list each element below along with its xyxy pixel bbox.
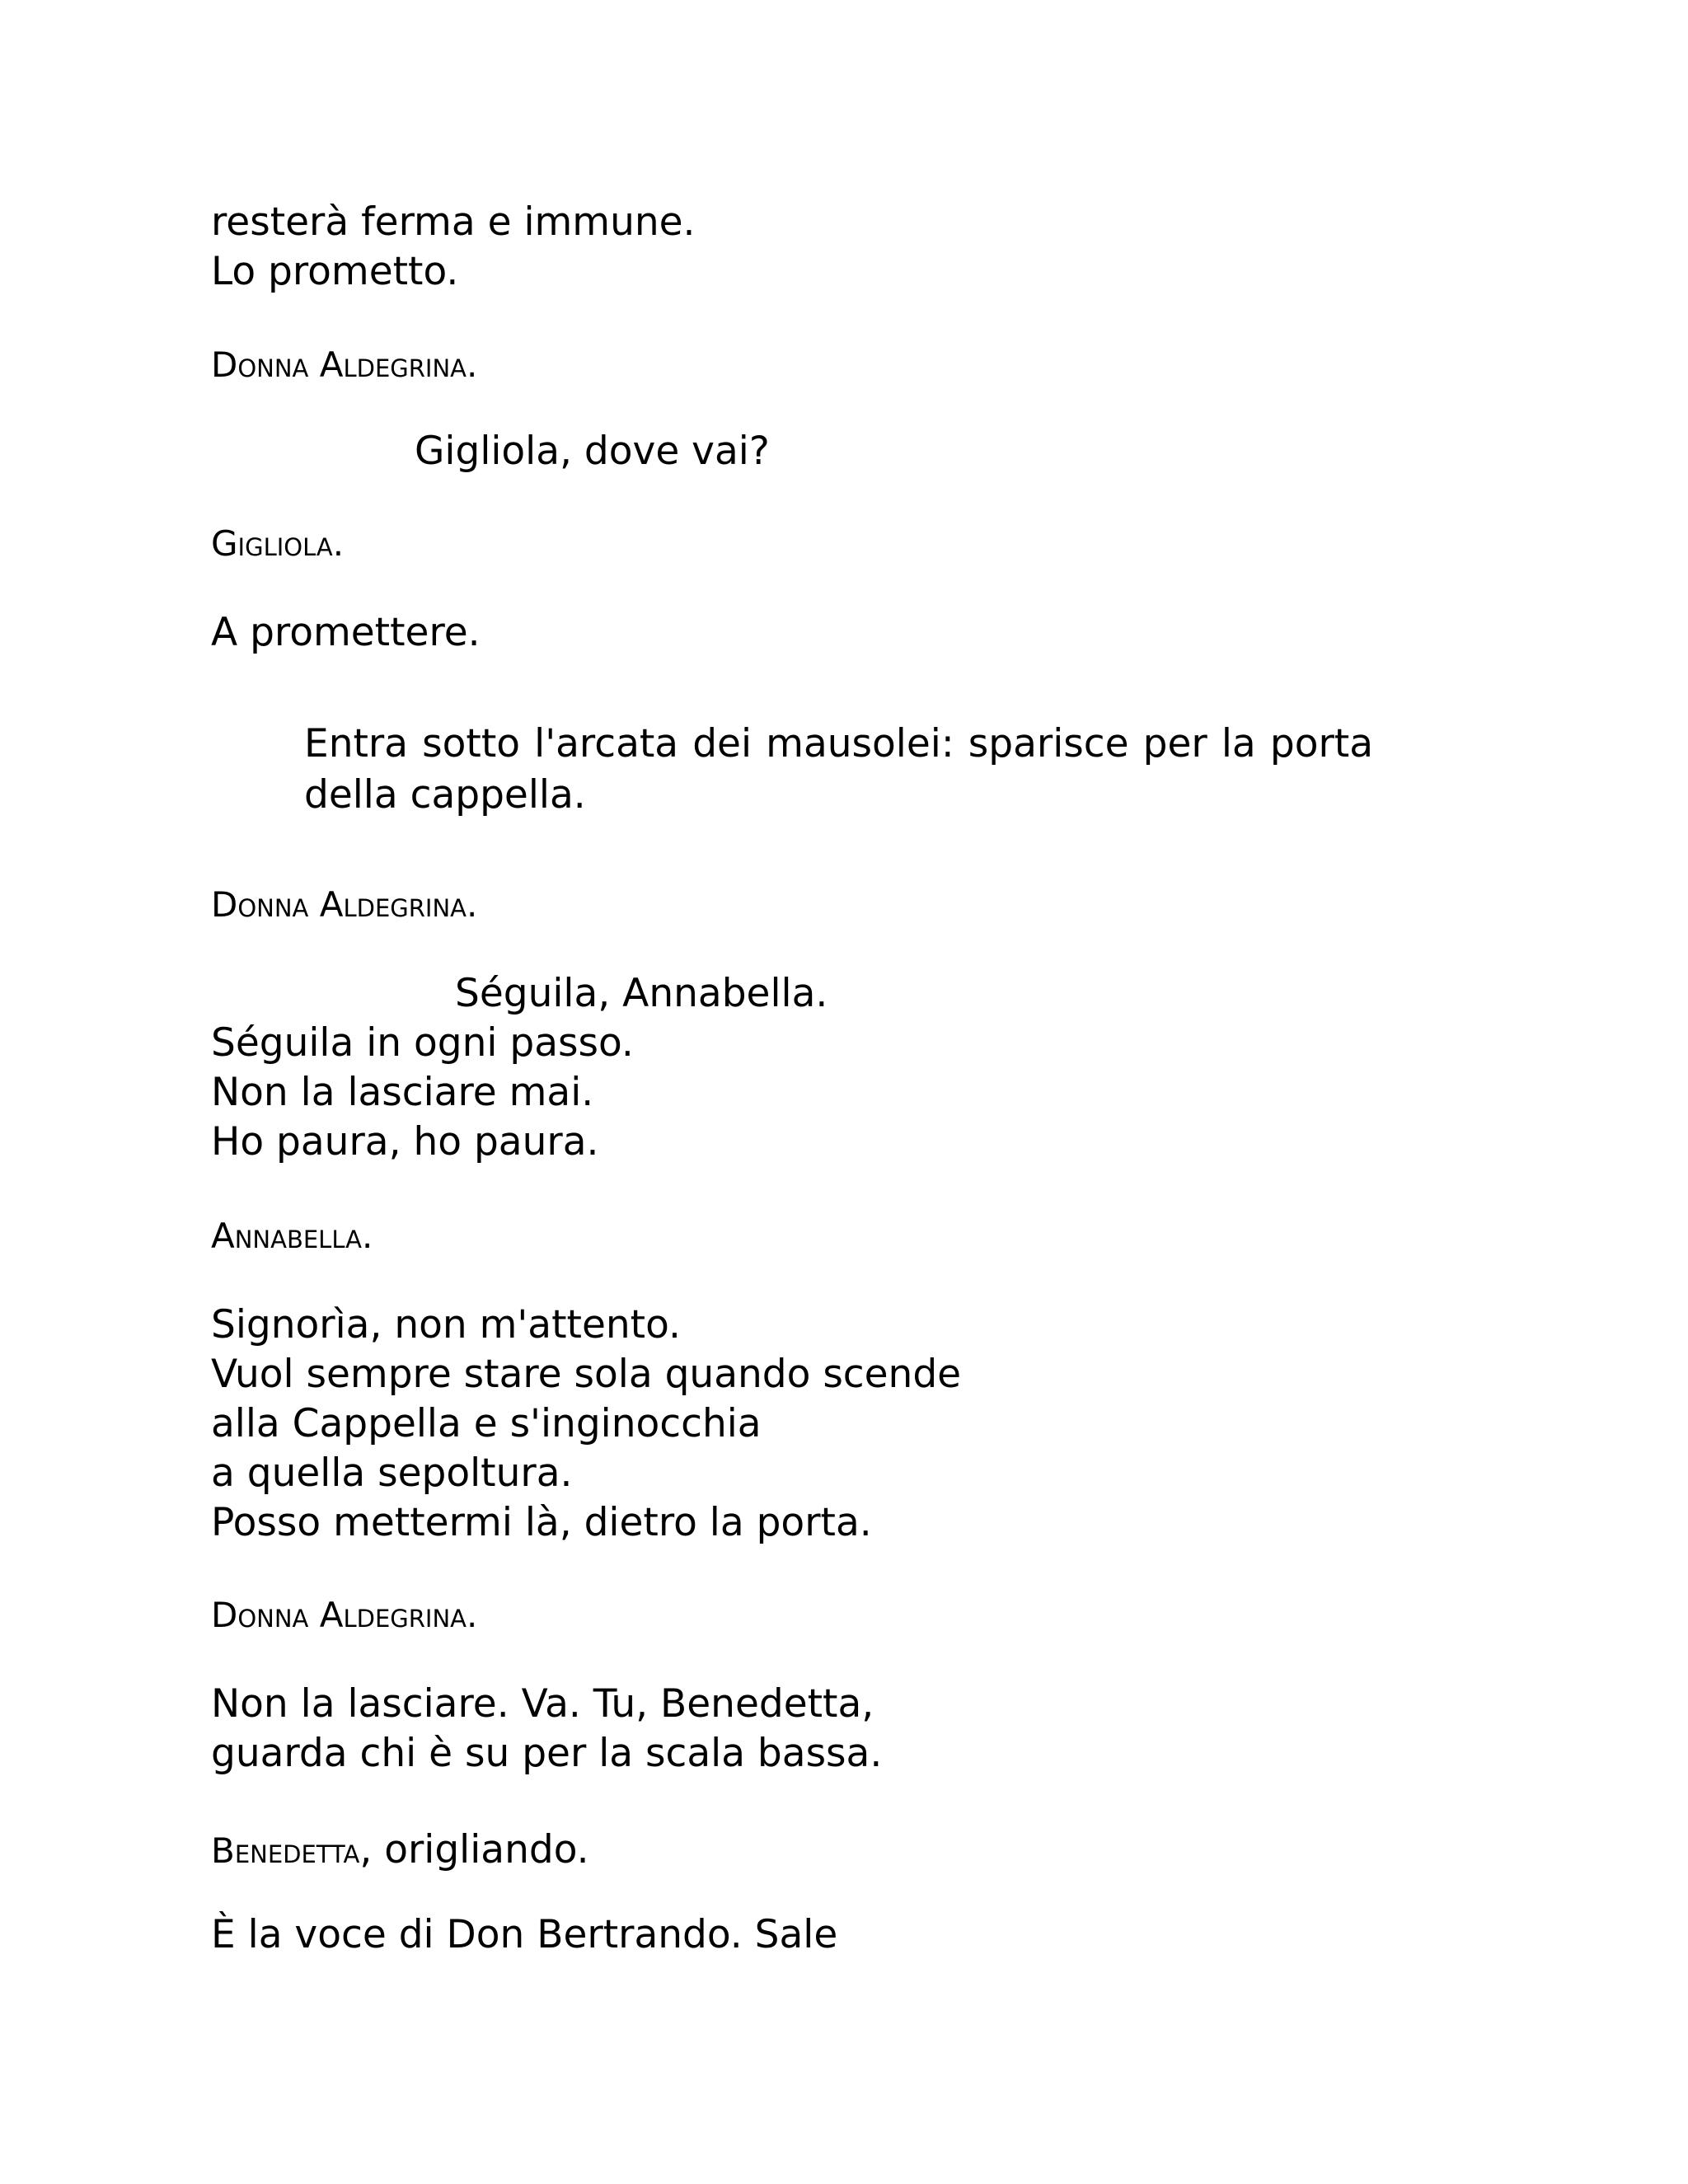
speaker-name: Donna Aldegrina.	[211, 344, 478, 385]
verse-line: Ho paura, ho paura.	[211, 1119, 599, 1165]
speaker-name: Donna Aldegrina.	[211, 1595, 478, 1635]
verse-line: Séguila in ogni passo.	[211, 1020, 634, 1066]
verse-line: guarda chi è su per la scala bassa.	[211, 1731, 883, 1776]
verse-line: Signorìa, non m'attento.	[211, 1302, 681, 1347]
verse-line: Non la lasciare. Va. Tu, Benedetta,	[211, 1681, 874, 1727]
verse-line: A promettere.	[211, 610, 481, 655]
verse-line: alla Cappella e s'inginocchia	[211, 1401, 762, 1446]
speaker-name: Annabella.	[211, 1216, 373, 1256]
verse-line: Posso mettermi là, dietro la porta.	[211, 1500, 872, 1545]
verse-line: resterà ferma e immune.	[211, 199, 696, 245]
inline-stage-direction: , origliando.	[359, 1827, 589, 1872]
verse-line: Vuol sempre stare sola quando scende	[211, 1352, 962, 1397]
verse-line: Séguila, Annabella.	[455, 971, 828, 1016]
speaker-line-with-direction	[211, 1825, 589, 1876]
verse-line: Non la lasciare mai.	[211, 1070, 594, 1115]
verse-line: Gigliola, dove vai?	[415, 429, 770, 474]
verse-line: È la voce di Don Bertrando. Sale	[211, 1912, 838, 1957]
verse-line: a quella sepoltura.	[211, 1451, 573, 1496]
stage-direction-line: Entra sotto l'arcata dei mausolei: sparisce per la porta	[304, 721, 1373, 766]
stage-direction	[304, 719, 1373, 821]
stage-direction-line: della cappella.	[304, 772, 586, 818]
verse-line: Lo prometto.	[211, 249, 459, 294]
speaker-name: Donna Aldegrina.	[211, 884, 478, 925]
speaker-name: Benedetta	[211, 1830, 360, 1871]
speaker-name: Gigliola.	[211, 523, 345, 564]
